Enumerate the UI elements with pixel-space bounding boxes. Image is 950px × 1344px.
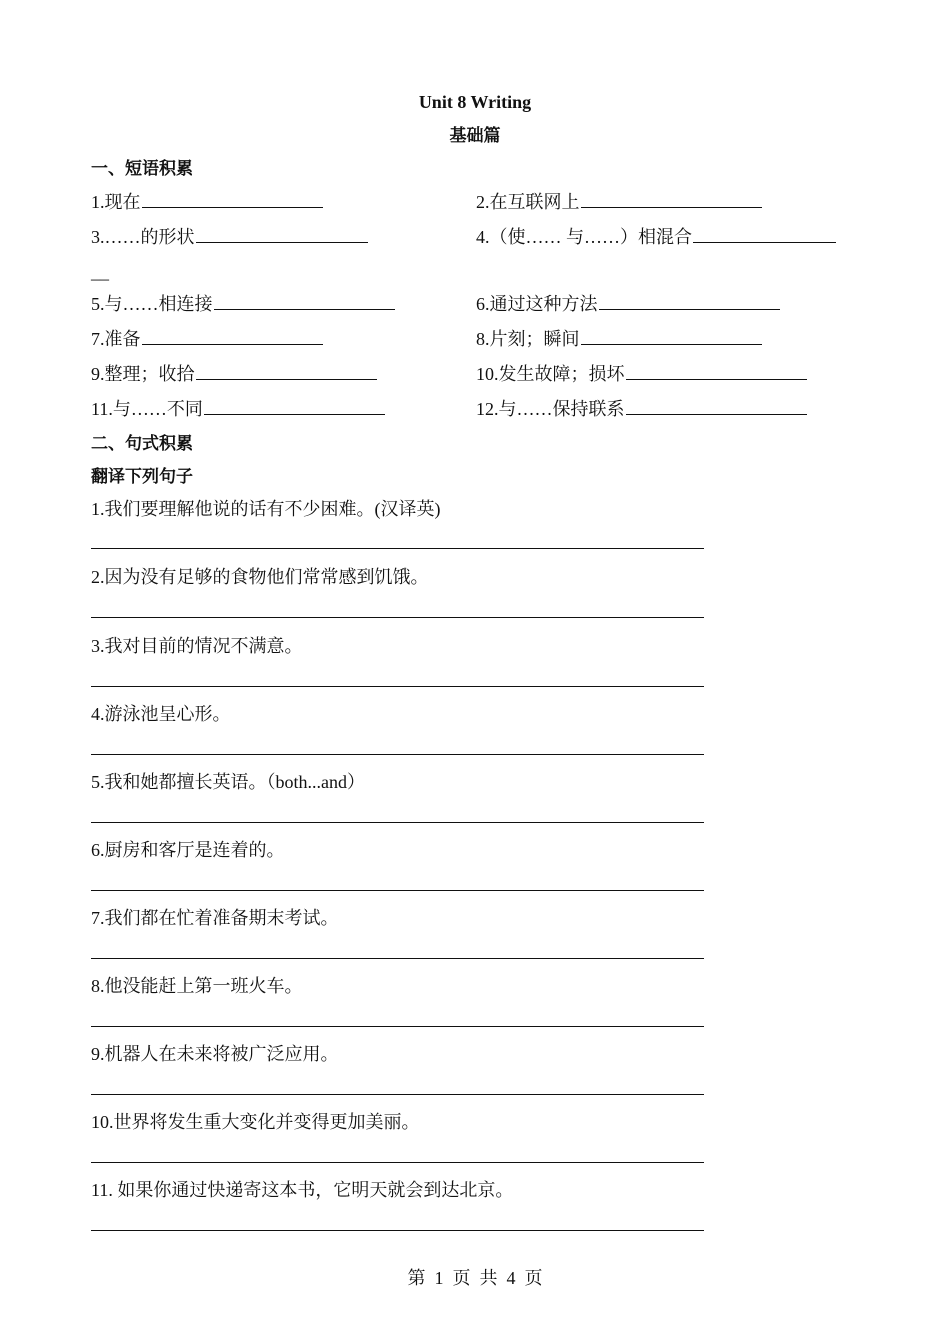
answer-blank[interactable] [626, 398, 807, 415]
phrase-label: 4.（使…… 与……）相混合 [476, 227, 692, 247]
phrase-item [476, 363, 807, 385]
answer-line[interactable] [91, 617, 704, 618]
section-heading-sentences: 二、句式积累 [91, 434, 193, 454]
phrase-item [91, 191, 323, 213]
phrase-label: 7.准备 [91, 329, 141, 349]
answer-line[interactable] [91, 686, 704, 687]
answer-line[interactable] [91, 754, 704, 755]
phrase-label: 3.……的形状 [91, 227, 195, 247]
phrase-item [476, 191, 762, 213]
answer-line[interactable] [91, 1230, 704, 1231]
answer-blank[interactable] [581, 328, 762, 345]
sentence-prompt: 3.我对目前的情况不满意。 [91, 636, 303, 656]
page-subtitle: 基础篇 [449, 126, 501, 146]
sentence-prompt: 7.我们都在忙着准备期末考试。 [91, 908, 339, 928]
phrase-label: 11.与……不同 [91, 399, 203, 419]
phrase-label: 2.在互联网上 [476, 192, 580, 212]
answer-blank[interactable] [599, 293, 780, 310]
phrase-item [476, 398, 807, 420]
sentence-prompt: 9.机器人在未来将被广泛应用。 [91, 1044, 339, 1064]
answer-line[interactable] [91, 548, 704, 549]
phrase-item [91, 226, 368, 248]
answer-line[interactable] [91, 822, 704, 823]
sentence-prompt: 6.厨房和客厅是连着的。 [91, 840, 285, 860]
sentence-prompt: 4.游泳池呈心形。 [91, 704, 231, 724]
page-number: 第 1 页 共 4 页 [407, 1268, 543, 1288]
phrase-item [476, 328, 762, 350]
phrase-item [476, 293, 780, 315]
wrapped-blank-tail: __ [91, 262, 109, 282]
phrase-item [91, 363, 377, 385]
translate-instruction: 翻译下列句子 [91, 467, 193, 487]
phrase-item [91, 293, 395, 315]
answer-blank[interactable] [626, 363, 807, 380]
phrase-label: 6.通过这种方法 [476, 294, 598, 314]
answer-blank[interactable] [204, 398, 385, 415]
phrase-item [476, 226, 836, 248]
phrase-label: 9.整理；收拾 [91, 364, 195, 384]
sentence-prompt: 2.因为没有足够的食物他们常常感到饥饿。 [91, 567, 429, 587]
answer-line[interactable] [91, 1094, 704, 1095]
answer-line[interactable] [91, 958, 704, 959]
answer-blank[interactable] [196, 363, 377, 380]
answer-line[interactable] [91, 890, 704, 891]
answer-blank[interactable] [693, 226, 836, 243]
phrase-label: 8.片刻；瞬间 [476, 329, 580, 349]
answer-blank[interactable] [196, 226, 368, 243]
sentence-prompt: 8.他没能赶上第一班火车。 [91, 976, 303, 996]
answer-line[interactable] [91, 1026, 704, 1027]
answer-blank[interactable] [142, 191, 323, 208]
phrase-label: 12.与……保持联系 [476, 399, 625, 419]
answer-line[interactable] [91, 1162, 704, 1163]
phrase-label: 10.发生故障；损坏 [476, 364, 625, 384]
phrase-label: 5.与……相连接 [91, 294, 213, 314]
answer-blank[interactable] [142, 328, 323, 345]
sentence-prompt: 11. 如果你通过快递寄这本书，它明天就会到达北京。 [91, 1180, 514, 1200]
sentence-prompt: 1.我们要理解他说的话有不少困难。(汉译英) [91, 499, 441, 519]
answer-blank[interactable] [214, 293, 395, 310]
phrase-item [91, 398, 385, 420]
phrase-item [91, 328, 323, 350]
phrase-label: 1.现在 [91, 192, 141, 212]
sentence-prompt: 10.世界将发生重大变化并变得更加美丽。 [91, 1112, 420, 1132]
answer-blank[interactable] [581, 191, 762, 208]
sentence-prompt: 5.我和她都擅长英语。（both...and） [91, 772, 365, 792]
page-title: Unit 8 Writing [418, 92, 532, 112]
section-heading-phrases: 一、短语积累 [91, 159, 193, 179]
